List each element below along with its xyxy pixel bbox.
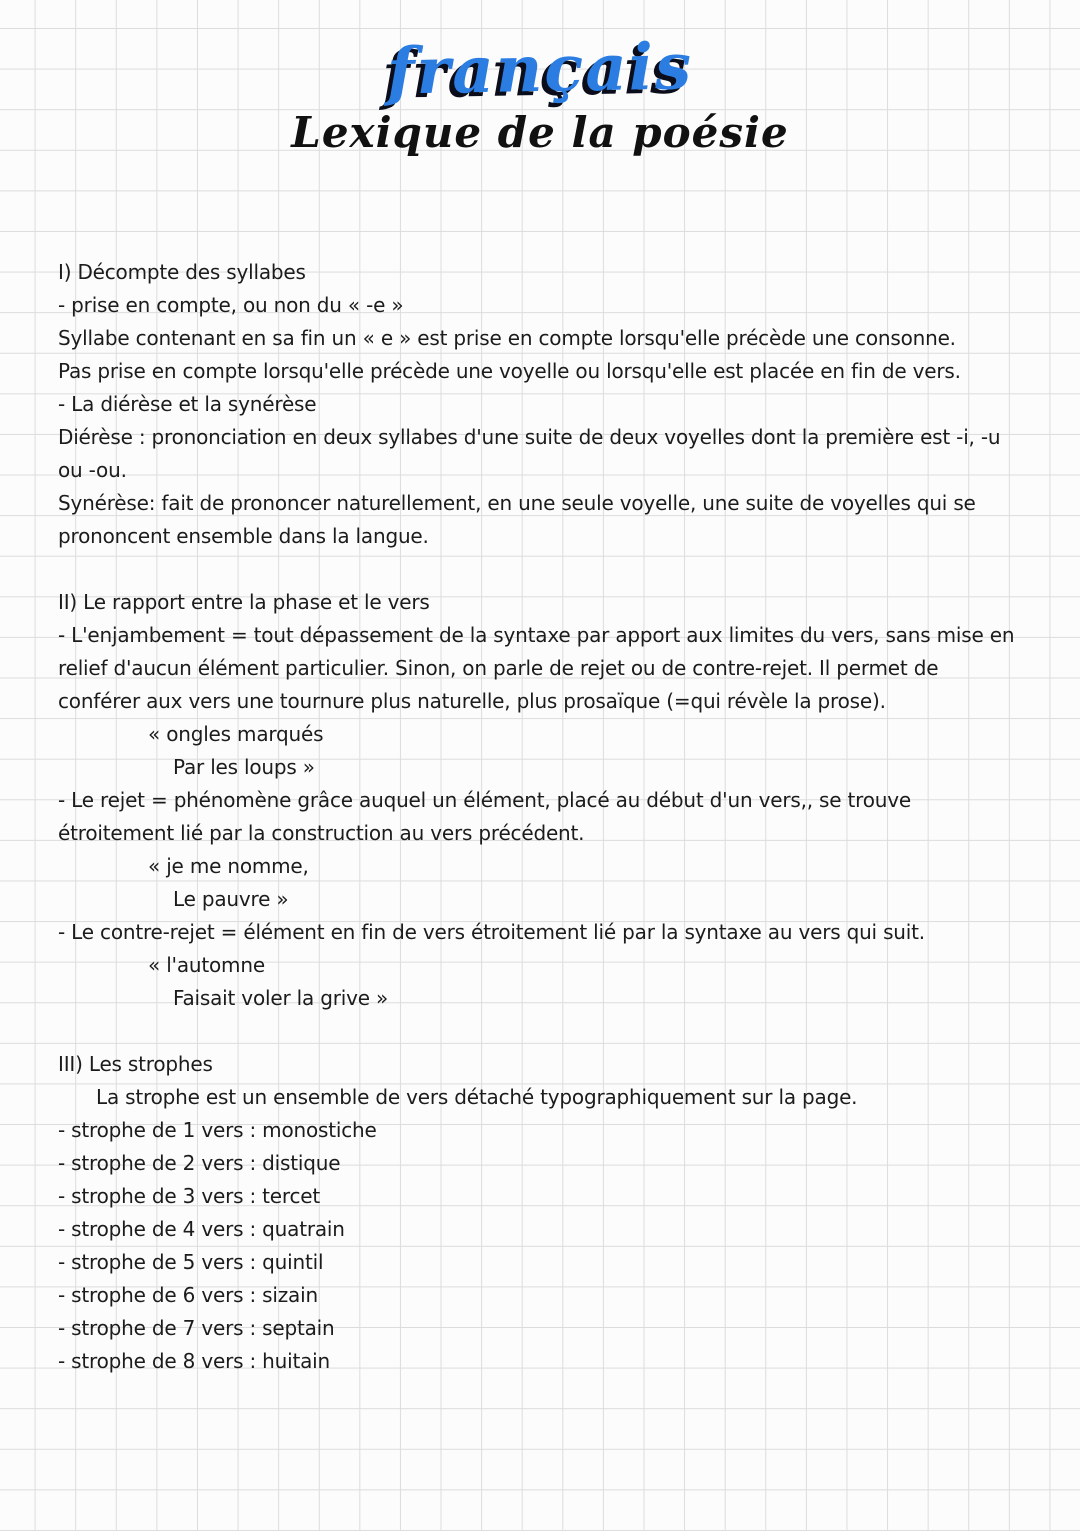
page-subtitle: Lexique de la poésie — [291, 108, 789, 157]
text-line: Syllabe contenant en sa fin un « e » est prise en compte lorsqu'elle précède une consonne. — [58, 326, 956, 350]
text-line: « l'automne — [148, 953, 265, 977]
text-line: - Le rejet = phénomène grâce auquel un élément, placé au début d'un vers,, se trouve — [58, 788, 911, 812]
text-line: - Le contre-rejet = élément en fin de vers étroitement lié par la syntaxe au vers qui suit. — [58, 920, 925, 944]
text-line: Le pauvre » — [173, 887, 289, 911]
text-line: étroitement lié par la construction au vers précédent. — [58, 821, 585, 845]
text-line: « je me nomme, — [148, 854, 309, 878]
text-line: - strophe de 3 vers : tercet — [58, 1184, 321, 1208]
text-line: Faisait voler la grive » — [173, 986, 389, 1010]
text-line: conférer aux vers une tournure plus naturelle, plus prosaïque (=qui révèle la prose). — [58, 689, 886, 713]
section-1 — [58, 256, 1062, 553]
text-line: - strophe de 7 vers : septain — [58, 1316, 335, 1340]
text-line: relief d'aucun élément particulier. Sinon, on parle de rejet ou de contre-rejet. Il permet de — [58, 656, 939, 680]
page-title: français — [386, 29, 694, 110]
section-heading: III) Les strophes — [58, 1052, 213, 1076]
section-heading: I) Décompte des syllabes — [58, 260, 306, 284]
text-line: - strophe de 8 vers : huitain — [58, 1349, 331, 1373]
text-line: « ongles marqués — [148, 722, 324, 746]
text-line: ou -ou. — [58, 458, 127, 482]
text-line: - L'enjambement = tout dépassement de la syntaxe par apport aux limites du vers, sans mise en — [58, 623, 1015, 647]
text-line: - prise en compte, ou non du « -e » — [58, 293, 404, 317]
text-line: Diérèse : prononciation en deux syllabes d'une suite de deux voyelles dont la première est -i, -u — [58, 425, 1001, 449]
text-line: Par les loups » — [173, 755, 315, 779]
section-heading: II) Le rapport entre la phase et le vers — [58, 590, 430, 614]
section-3 — [58, 1048, 1062, 1378]
text-line: - strophe de 6 vers : sizain — [58, 1283, 318, 1307]
text-line: - strophe de 2 vers : distique — [58, 1151, 341, 1175]
text-line: - strophe de 5 vers : quintil — [58, 1250, 324, 1274]
text-line: - strophe de 4 vers : quatrain — [58, 1217, 345, 1241]
section-2 — [58, 586, 1062, 1015]
page-header — [0, 30, 1080, 160]
text-line: prononcent ensemble dans la langue. — [58, 524, 429, 548]
text-line: Pas prise en compte lorsqu'elle précède une voyelle ou lorsqu'elle est placée en fin de vers. — [58, 359, 961, 383]
text-line: - strophe de 1 vers : monostiche — [58, 1118, 377, 1142]
text-line: Synérèse: fait de prononcer naturellement, en une seule voyelle, une suite de voyelles qui se — [58, 491, 976, 515]
notes-body — [58, 256, 1062, 1378]
text-line: - La diérèse et la synérèse — [58, 392, 317, 416]
text-line: La strophe est un ensemble de vers détaché typographiquement sur la page. — [96, 1085, 858, 1109]
